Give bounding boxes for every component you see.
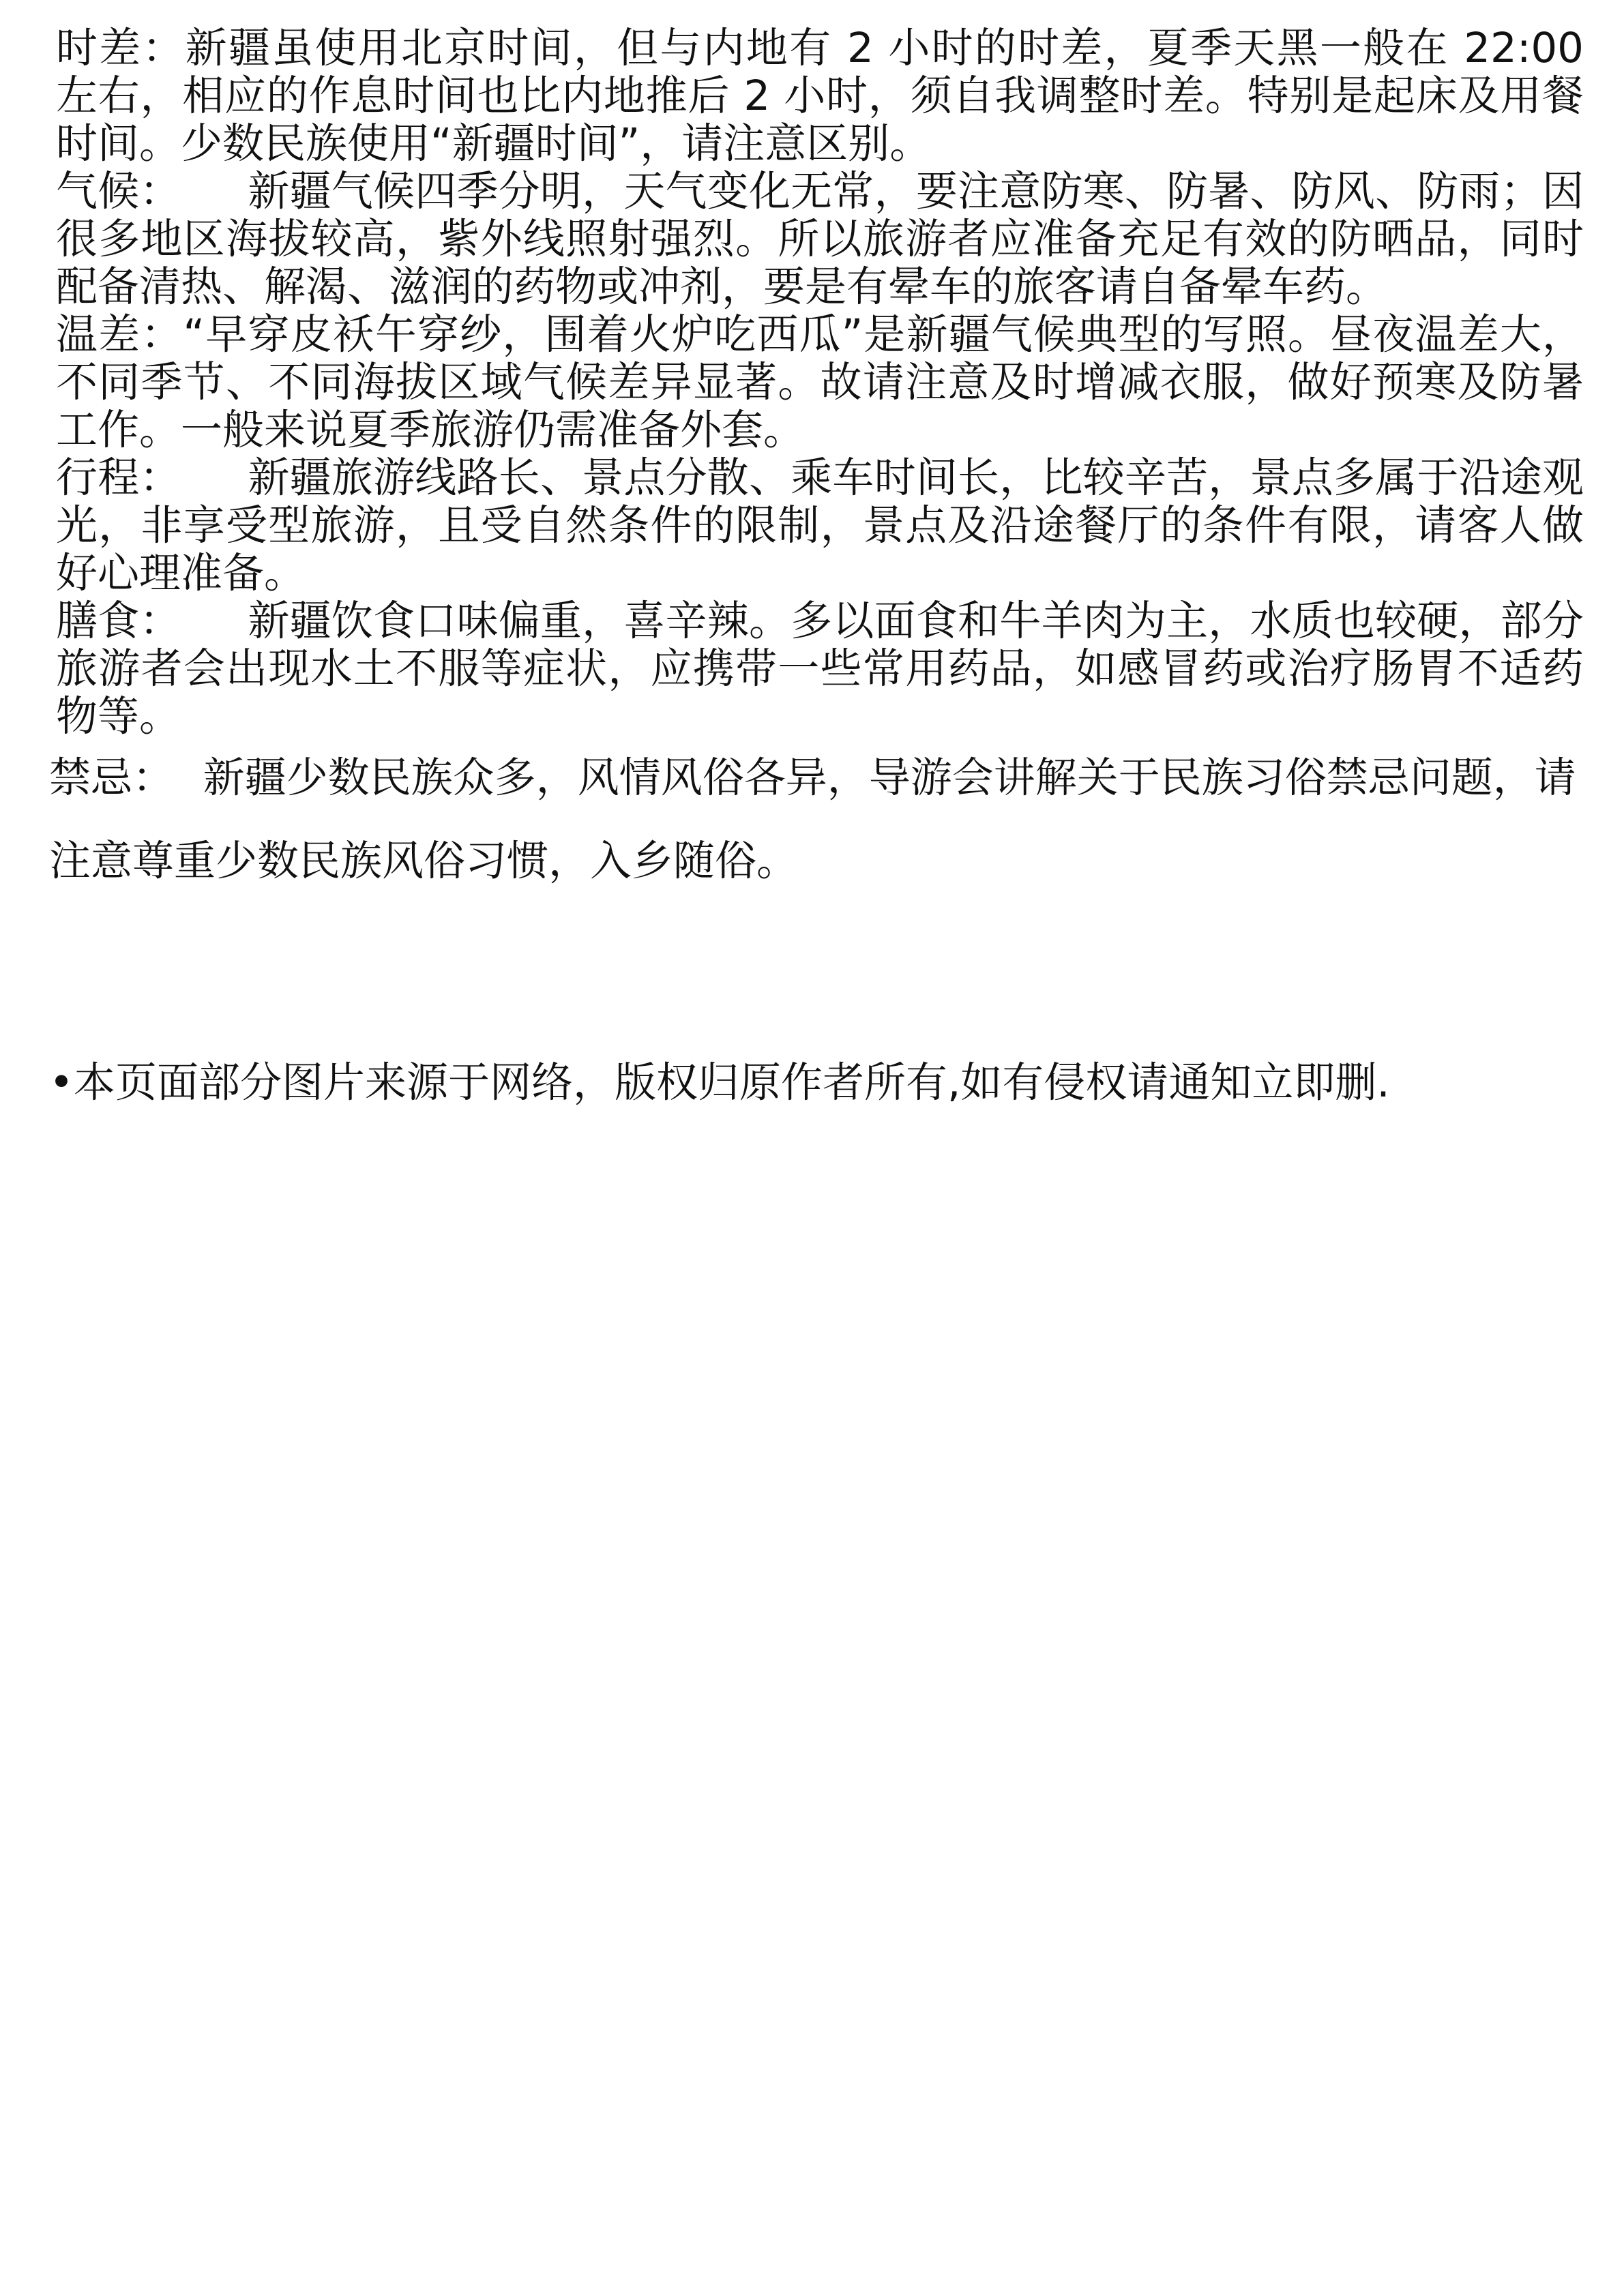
copyright-footnote: •本页面部分图片来源于网络，版权归原作者所有,如有侵权请通知立即删.	[49, 1058, 1390, 1107]
note-label: 膳食：	[56, 597, 181, 645]
note-label: 气候：	[56, 167, 181, 215]
note-climate	[56, 168, 1584, 311]
note-text: “早穿皮袄午穿纱，围着火炉吃西瓜”是新疆气候典型的写照。昼夜温差大，不同季节、不同海拔区域气候差异显著。故请注意及时增减衣服，做好预寒及防暑工作。一般来说夏季旅游仍需准备外套。	[56, 310, 1584, 454]
note-text: 新疆饮食口味偏重，喜辛辣。多以面食和牛羊肉为主，水质也较硬，部分旅游者会出现水土不服等症状，应携带一些常用药品，如感冒药或治疗肠胃不适药物等。	[56, 597, 1584, 741]
note-text: 新疆虽使用北京时间，但与内地有 2 小时的时差，夏季天黑一般在 22:00 左右，相应的作息时间也比内地推后 2 小时，须自我调整时差。特别是起床及用餐时间。少数民族使用“新疆时间”，请注意区别。	[56, 24, 1584, 168]
note-diet	[56, 597, 1584, 741]
taboo-text: 新疆少数民族众多，风情风俗各异，导游会讲解关于民族习俗禁忌问题，请注意尊重少数民族风俗习惯，入乡随俗。	[49, 754, 1576, 885]
note-taboo	[49, 736, 1584, 903]
note-temperature-difference	[56, 311, 1584, 454]
note-itinerary	[56, 454, 1584, 597]
note-label: 时差：	[56, 24, 186, 72]
note-time-difference	[56, 25, 1584, 168]
note-label: 温差：	[56, 310, 183, 359]
note-text: 新疆气候四季分明，天气变化无常，要注意防寒、防暑、防风、防雨；因很多地区海拔较高，紫外线照射强烈。所以旅游者应准备充足有效的防晒品，同时配备清热、解渴、滋润的药物或冲剂，要是有晕车的旅客请自备晕车药。	[56, 167, 1584, 311]
travel-notes	[56, 25, 1584, 741]
note-text: 新疆旅游线路长、景点分散、乘车时间长，比较辛苦，景点多属于沿途观光，非享受型旅游，且受自然条件的限制，景点及沿途餐厅的条件有限，请客人做好心理准备。	[56, 453, 1584, 597]
note-label: 行程：	[56, 453, 181, 502]
taboo-label: 禁忌：	[49, 754, 175, 802]
